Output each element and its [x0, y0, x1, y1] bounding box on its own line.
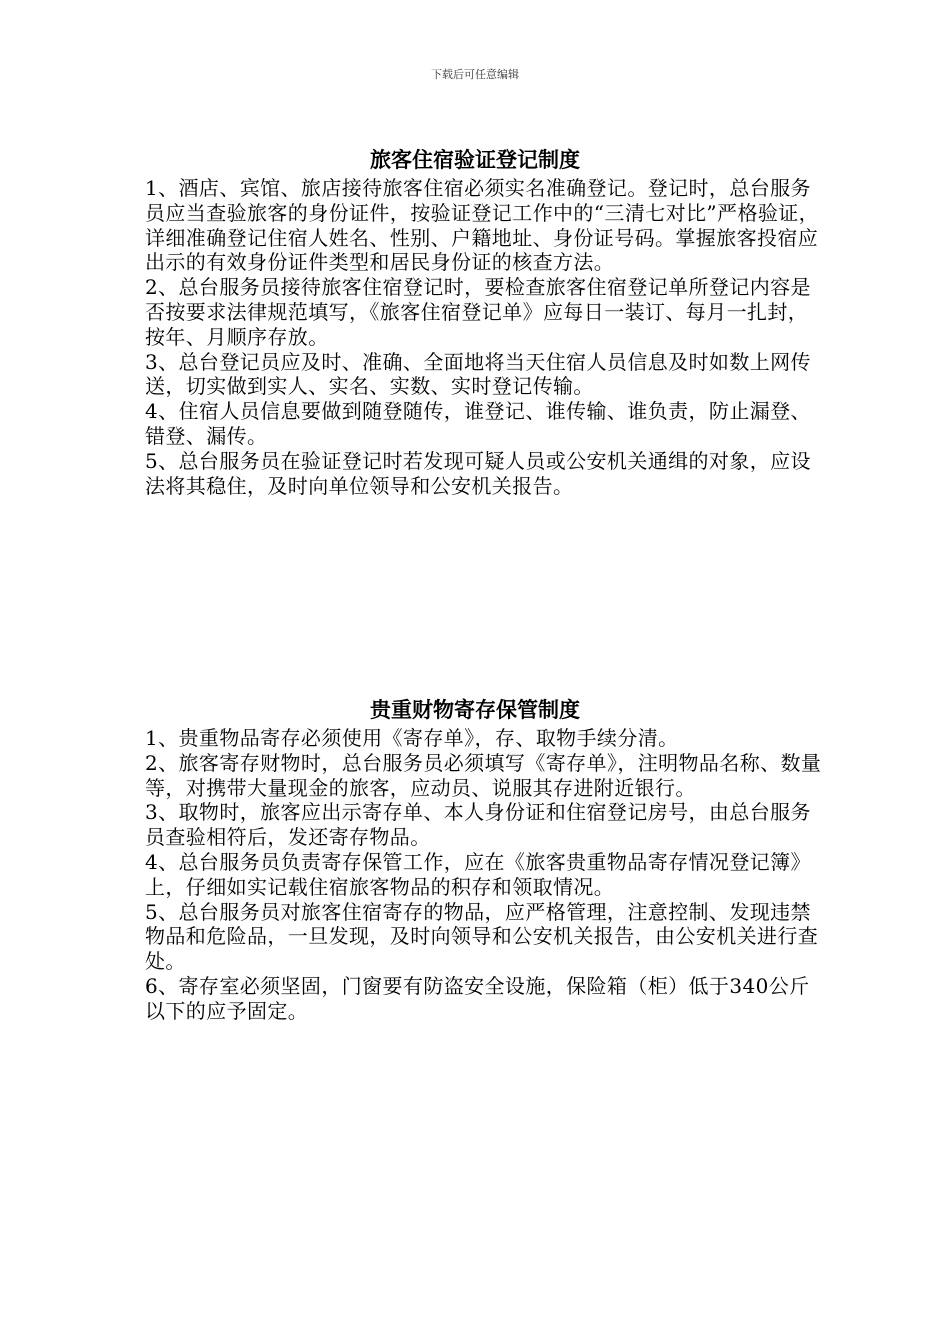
paragraph: 5、总台服务员在验证登记时若发现可疑人员或公安机关通缉的对象，应设法将其稳住，及时向单位领导和公安机关报告。 — [145, 448, 811, 498]
section-title: 贵重财物寄存保管制度 — [370, 697, 580, 722]
section-valuables-storage — [145, 696, 825, 1024]
paragraph: 6、寄存室必须坚固，门窗要有防盗安全设施，保险箱（柜）低于340公斤以下的应予固定。 — [145, 973, 810, 1023]
section-guest-registration — [145, 146, 825, 498]
paragraph: 1、酒店、宾馆、旅店接待旅客住宿必须实名准确登记。登记时，总台服务员应当查验旅客的身份证件，按验证登记工作中的“三清七对比”严格验证，详细准确登记住宿人姓名、性别、户籍地址、身份证号码。掌握旅客投宿应出示的有效身份证件类型和居民身份证的核查方法。 — [145, 176, 820, 275]
paragraph: 5、总台服务员对旅客住宿寄存的物品，应严格管理，注意控制、发现违禁物品和危险品，一旦发现，及时向领导和公安机关报告，由公安机关进行查处。 — [145, 899, 819, 974]
paragraph: 3、取物时，旅客应出示寄存单、本人身份证和住宿登记房号，由总台服务员查验相符后，发还寄存物品。 — [145, 800, 811, 850]
paragraph: 2、总台服务员接待旅客住宿登记时，要检查旅客住宿登记单所登记内容是否按要求法律规范填写，《旅客住宿登记单》应每日一装订、每月一扎封，按年、月顺序存放。 — [145, 275, 811, 349]
paragraph: 4、住宿人员信息要做到随登随传，谁登记、谁传输、谁负责，防止漏登、错登、漏传。 — [145, 399, 811, 448]
paragraph: 1、贵重物品寄存必须使用《寄存单》，存、取物手续分清。 — [145, 726, 679, 750]
paragraph: 4、总台服务员负责寄存保管工作，应在《旅客贵重物品寄存情况登记簿》上，仔细如实记载住宿旅客物品的积存和领取情况。 — [145, 849, 811, 899]
section-title: 旅客住宿验证登记制度 — [370, 147, 580, 172]
paragraph: 3、总台登记员应及时、准确、全面地将当天住宿人员信息及时如数上网传送，切实做到实人、实名、实数、实时登记传输。 — [145, 349, 811, 399]
paragraph: 2、旅客寄存财物时，总台服务员必须填写《寄存单》，注明物品名称、数量等，对携带大量现金的旅客，应动员、说服其存进附近银行。 — [145, 750, 822, 800]
header-note: 下载后可任意编辑 — [431, 68, 519, 81]
